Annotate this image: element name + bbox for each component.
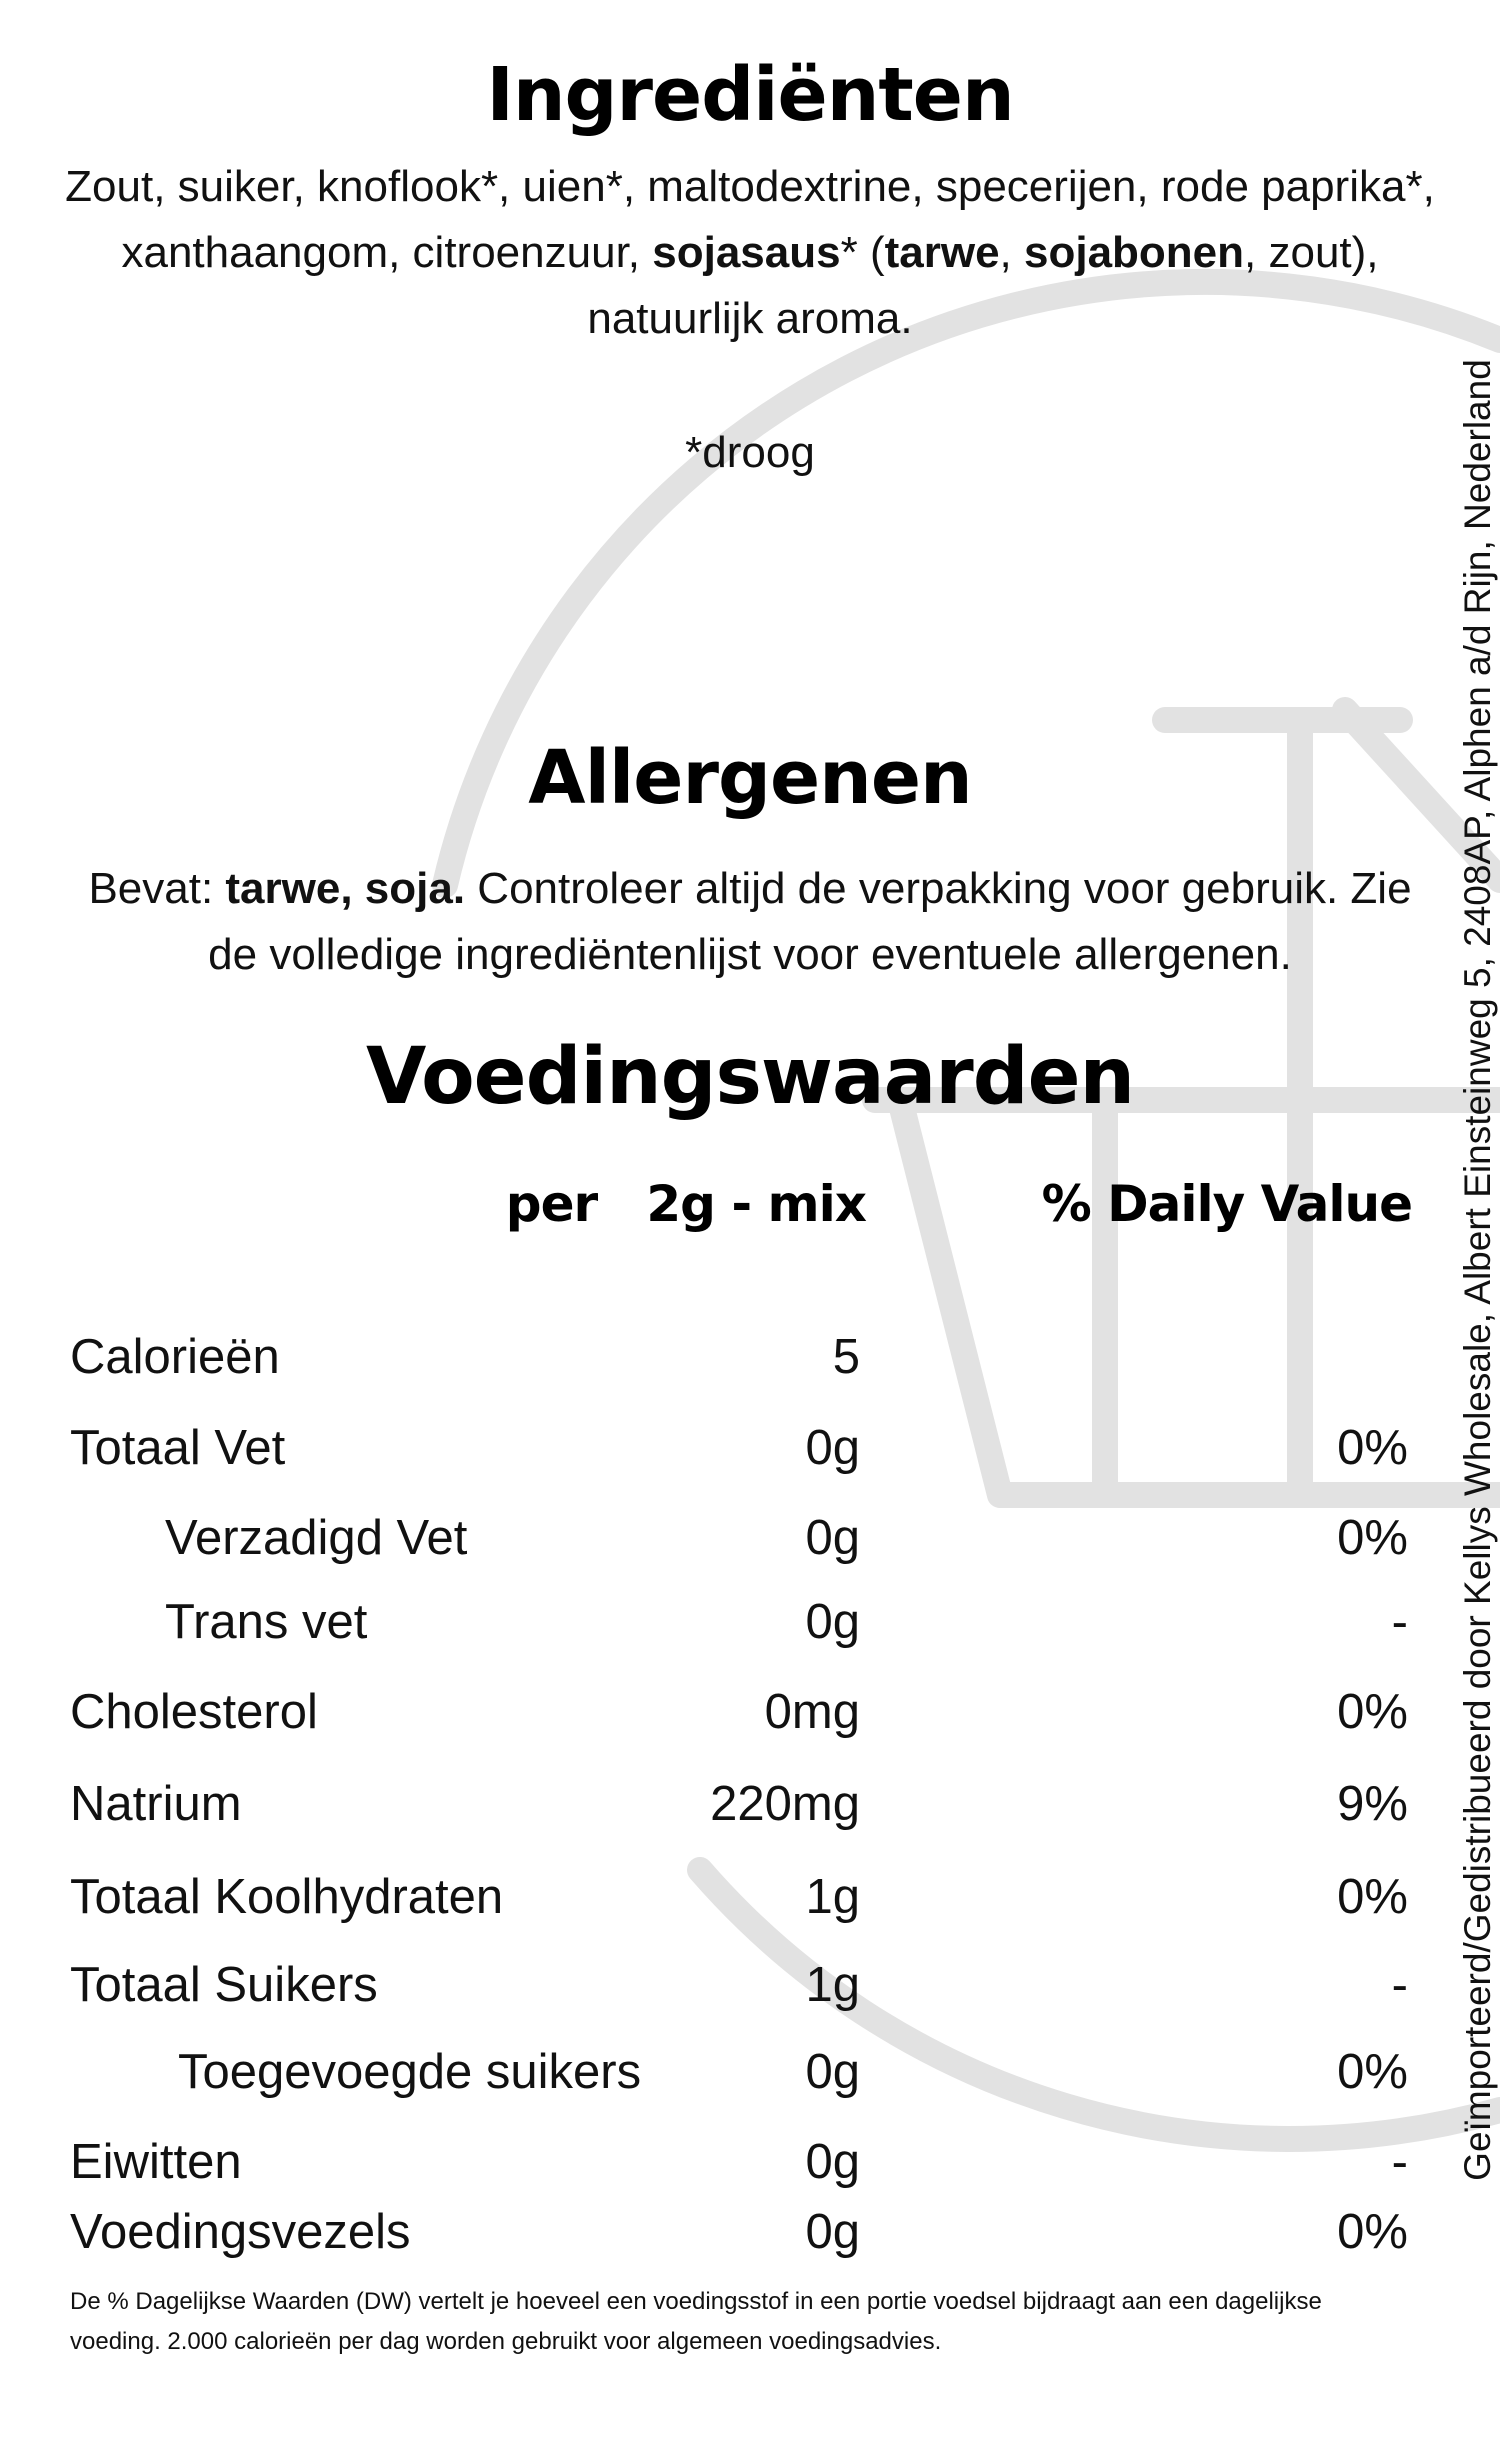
nutrient-label: Voedingsvezels — [70, 2205, 411, 2259]
nutrient-label: Cholesterol — [70, 1685, 318, 1739]
ingredients-text-part-bold: tarwe — [884, 228, 1000, 277]
nutrient-dv: - — [1391, 1958, 1408, 2012]
ingredients-text-part: * ( — [840, 228, 885, 277]
daily-value-footnote: De % Dagelijkse Waarden (DW) vertelt je hoeveel een voedingsstof in een portie voedsel bijdraagt aan een dagelijkse voeding. 2.000 calorieën per dag worden gebruikt voor algemeen voedingsadvies. — [70, 2288, 1322, 2355]
nutrient-amount: 0g — [805, 2135, 860, 2189]
nutrient-label: Calorieën — [70, 1330, 280, 1384]
ingredients-heading: Ingrediënten — [486, 52, 1014, 138]
ingredients-text-part-bold: sojasaus — [652, 228, 841, 277]
nutrient-label: Totaal Koolhydraten — [70, 1870, 504, 1924]
nutrient-dv: 0% — [1337, 2045, 1408, 2099]
nutrient-dv: 0% — [1337, 1511, 1408, 1565]
nutrient-amount: 0g — [805, 1595, 860, 1649]
ingredients-text — [60, 154, 1440, 352]
nutrient-amount: 1g — [805, 1958, 860, 2012]
allergens-bold: tarwe, soja. — [225, 864, 466, 913]
nutrition-row-total-fat — [0, 1416, 1500, 1480]
allergens-heading: Allergenen — [528, 735, 972, 821]
nutrition-row-added-sugars — [0, 2040, 1500, 2104]
nutrient-amount: 5 — [832, 1330, 860, 1384]
per-serving-header: per 2g - mix — [505, 1175, 866, 1233]
importer-address: Geïmporteerd/Gedistribueerd door Kellys Wholesale, Albert Einsteinweg 5, 2408AP, Alphen a/d Rijn, Nederland — [1457, 359, 1498, 2181]
nutrient-label: Eiwitten — [70, 2135, 242, 2189]
ingredients-text-part: , — [999, 228, 1024, 277]
nutrition-row-calories — [0, 1325, 1500, 1389]
nutrient-label: Trans vet — [165, 1595, 368, 1649]
nutrient-dv: 0% — [1337, 1870, 1408, 1924]
ingredients-text-part: , zout), natuurlijk aroma. — [587, 228, 1379, 343]
nutrient-label: Toegevoegde suikers — [178, 2045, 642, 2099]
nutrient-amount: 0g — [805, 1421, 860, 1475]
nutrition-row-trans-fat — [0, 1590, 1500, 1654]
nutrient-dv: 0% — [1337, 2205, 1408, 2259]
nutrition-row-dietary-fiber — [0, 2200, 1500, 2264]
ingredients-footnote: *droog — [685, 428, 815, 477]
allergens-prefix: Bevat: — [88, 864, 226, 913]
ingredients-text-part: Zout, suiker, knoflook*, uien*, maltodextrine, specerijen, rode paprika*, xanthaangom, citroenzuur, — [65, 162, 1435, 277]
nutrition-row-cholesterol — [0, 1680, 1500, 1744]
nutrient-amount: 220mg — [710, 1777, 860, 1831]
nutrient-label: Natrium — [70, 1777, 242, 1831]
daily-value-header: % Daily Value — [1041, 1175, 1412, 1233]
nutrient-dv: 0% — [1337, 1685, 1408, 1739]
nutrient-label: Verzadigd Vet — [165, 1511, 468, 1565]
nutrient-label: Totaal Suikers — [70, 1958, 378, 2012]
nutrient-amount: 0g — [805, 2045, 860, 2099]
ingredients-text-part-bold: sojabonen — [1024, 228, 1245, 277]
nutrition-heading: Voedingswaarden — [365, 1032, 1134, 1122]
nutrient-dv: 0% — [1337, 1421, 1408, 1475]
nutrient-dv: 9% — [1337, 1777, 1408, 1831]
nutrient-dv: - — [1391, 1595, 1408, 1649]
allergens-suffix: Controleer altijd de verpakking voor gebruik. Zie de volledige ingrediëntenlijst voor eventuele allergenen. — [208, 864, 1412, 979]
nutrition-row-saturated-fat — [0, 1506, 1500, 1570]
nutrition-row-protein — [0, 2130, 1500, 2194]
allergens-text — [60, 856, 1440, 988]
nutrition-row-sodium — [0, 1772, 1500, 1836]
nutrient-label: Totaal Vet — [70, 1421, 286, 1475]
nutrient-amount: 1g — [805, 1870, 860, 1924]
nutrient-amount: 0mg — [764, 1685, 860, 1739]
nutrient-amount: 0g — [805, 1511, 860, 1565]
nutrition-row-total-carbohydrates — [0, 1865, 1500, 1929]
nutrition-row-total-sugars — [0, 1953, 1500, 2017]
nutrient-dv: - — [1391, 2135, 1408, 2189]
nutrient-amount: 0g — [805, 2205, 860, 2259]
